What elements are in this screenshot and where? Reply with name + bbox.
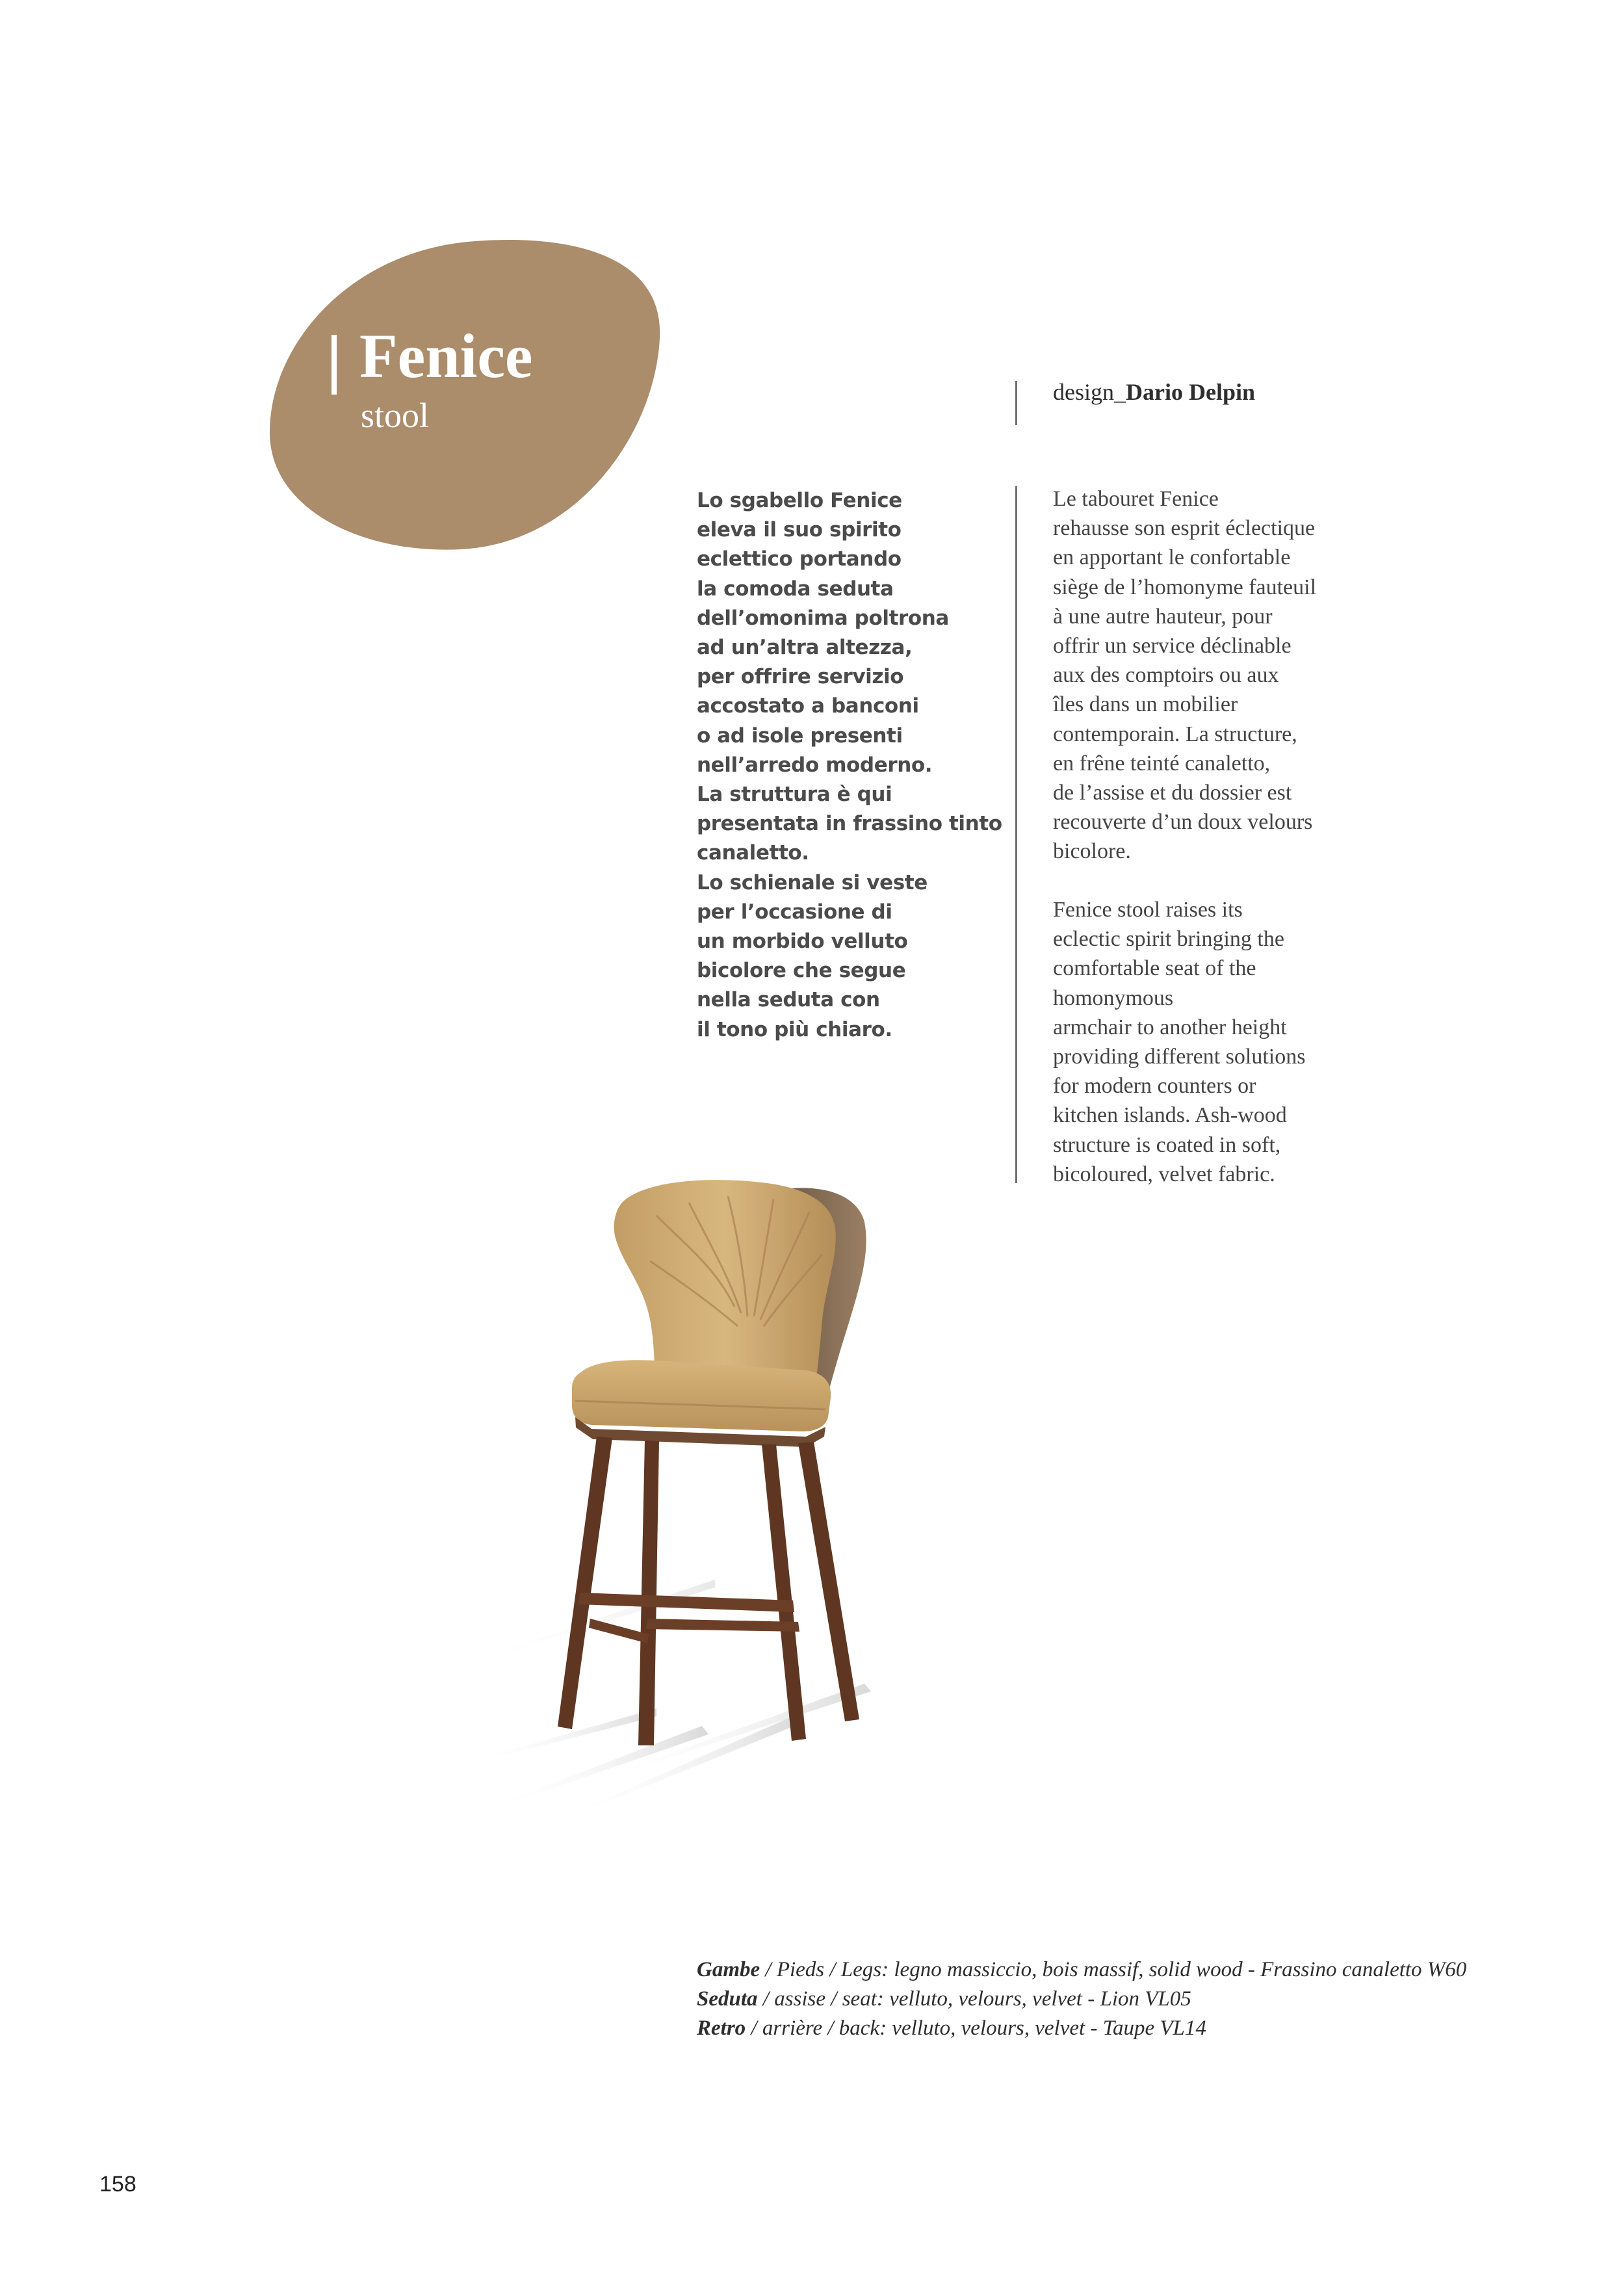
product-title: Fenice bbox=[359, 321, 533, 391]
product-subtitle: stool bbox=[361, 396, 430, 435]
stool-legs bbox=[558, 1437, 859, 1745]
spec-label: Gambe bbox=[697, 1958, 760, 1981]
page-number: 158 bbox=[99, 2172, 136, 2197]
spec-label: Retro bbox=[697, 2016, 746, 2040]
spec-line-back bbox=[697, 2014, 1466, 2043]
title-blob bbox=[266, 237, 669, 559]
description-french: Le tabouret Fenice rehausse son esprit éclectique en apportant le confortable siège de l’homonyme fauteuil à une autre hauteur, pour offrir un service déclinable aux des comptoirs ou aux îles dans un mobilier contemporain. La structure, en frêne teinté canaletto, de l’assise et du dossier est recouverte d’un doux velours bicolore. bbox=[1053, 487, 1317, 864]
designer-name: Dario Delpin bbox=[1126, 379, 1256, 405]
designer-credit bbox=[1053, 378, 1255, 406]
stool-seat bbox=[572, 1360, 831, 1431]
description-italian: Lo sgabello Fenice eleva il suo spirito eclettico portando la comoda seduta dell’omonima poltrona ad un’altra altezza, per offrire servizio accostato a banconi o ad isole presenti nell’arredo moderno. La struttura è qui presentata in frassino tinto canaletto. Lo schienale si veste per l’occasione di un morbido velluto bicolore che segue nella seduta con il tono più chiaro. bbox=[697, 489, 1002, 1041]
floor-shadow bbox=[468, 1580, 871, 1821]
spec-text: / arrière / back: velluto, velours, velvet - Taupe VL14 bbox=[746, 2016, 1206, 2040]
spec-text: / assise / seat: velluto, velours, velvet - Lion VL05 bbox=[757, 1987, 1191, 2011]
material-specs bbox=[697, 1955, 1466, 2043]
column-divider bbox=[1015, 486, 1017, 1183]
spec-line-legs bbox=[697, 1955, 1466, 1985]
description-english: Fenice stool raises its eclectic spirit bringing the comfortable seat of the homonymous armchair to another height providing different solutions for modern counters or kitchen islands. Ash-wood structure is coated in soft, bicoloured, velvet fabric. bbox=[1053, 898, 1306, 1186]
spec-label: Seduta bbox=[697, 1987, 758, 2011]
stool-product-image bbox=[442, 1164, 1014, 1840]
spec-line-seat bbox=[697, 1985, 1466, 2014]
designer-divider bbox=[1015, 381, 1017, 425]
spec-text: / Pieds / Legs: legno massiccio, bois massif, solid wood - Frassino canaletto W60 bbox=[760, 1958, 1467, 1981]
design-prefix: design_ bbox=[1053, 379, 1126, 405]
title-accent-bar bbox=[331, 335, 337, 395]
